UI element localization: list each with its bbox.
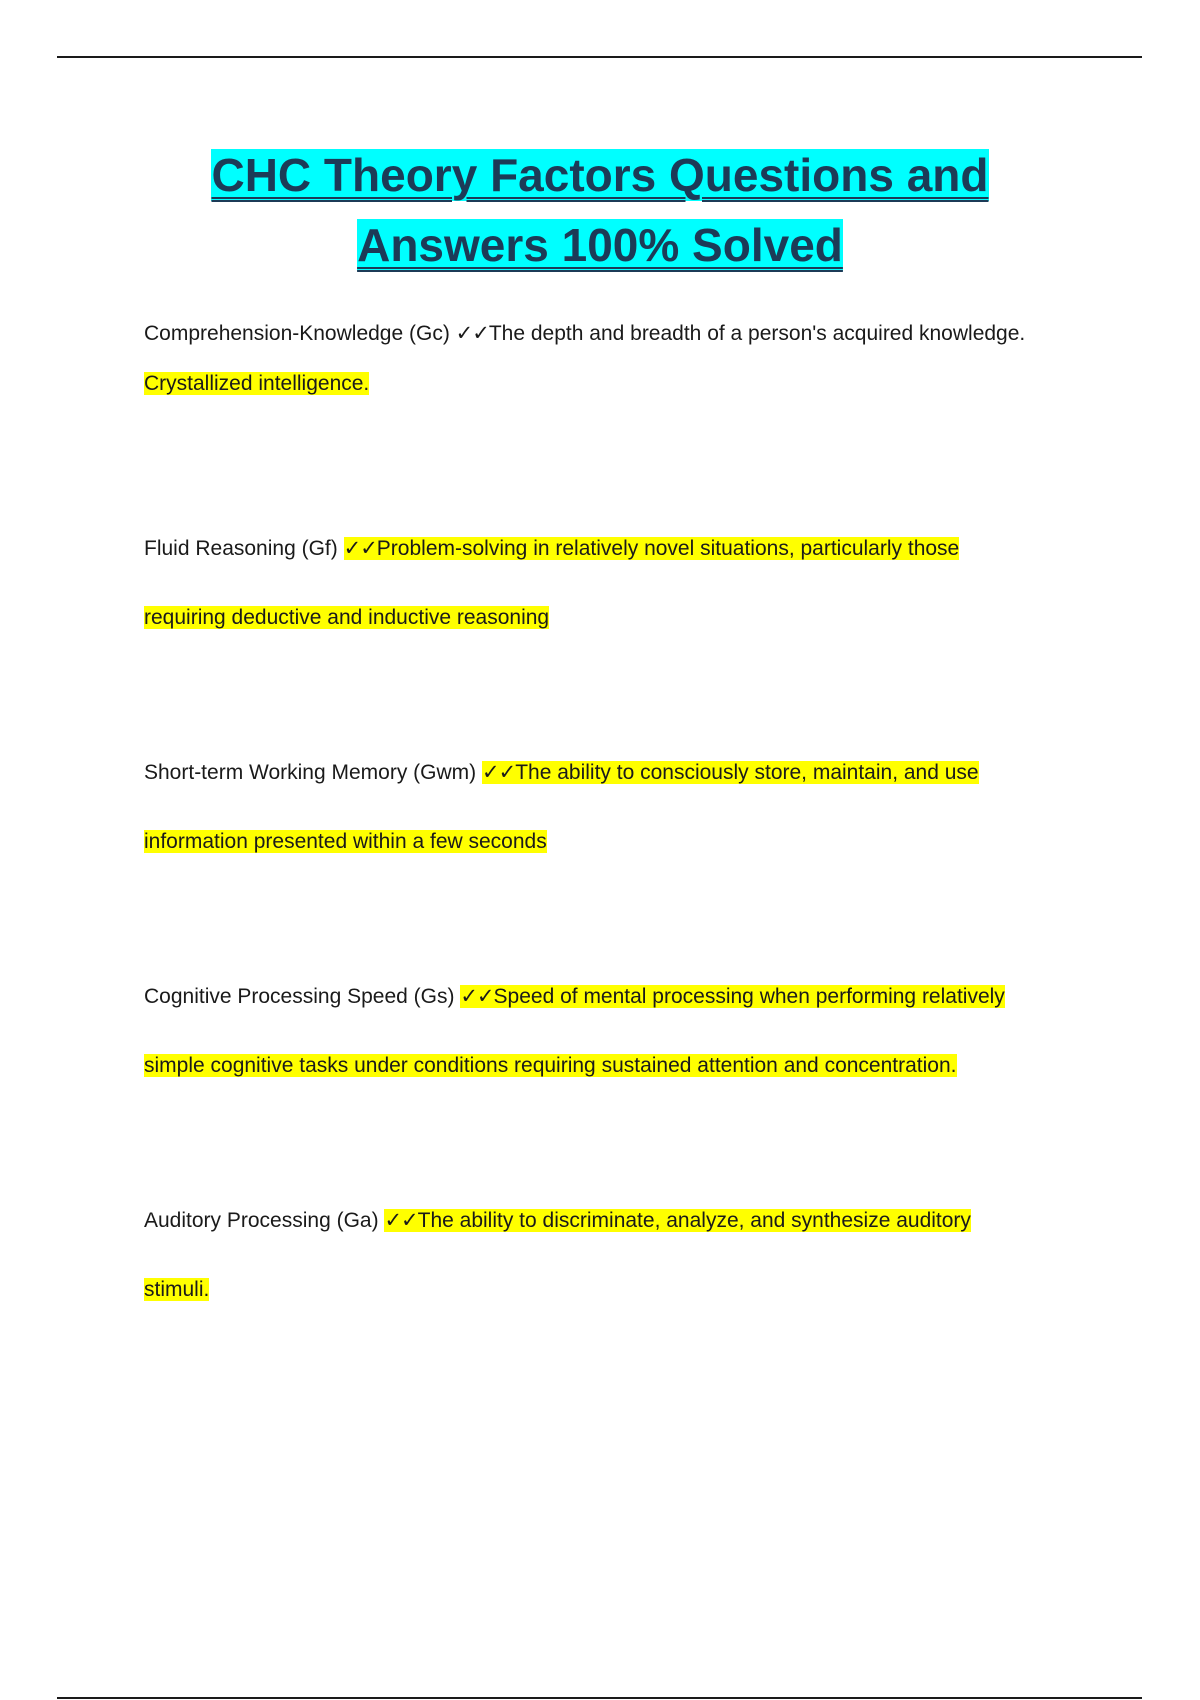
answer-line [144, 807, 1064, 876]
definition-continued: information presented within a few seconds [144, 830, 547, 853]
qa-item-ga [144, 1186, 1064, 1324]
qa-list [144, 318, 1064, 1324]
definition-continued: stimuli. [144, 1278, 210, 1301]
qa-item-gc [144, 318, 1064, 406]
question-text [144, 738, 1064, 807]
answer-line [144, 362, 1064, 406]
double-check-icon: ✓✓ [482, 761, 516, 784]
term-label: Auditory Processing (Ga) [144, 1209, 379, 1232]
qa-item-gf [144, 514, 1064, 652]
definition-continued: requiring deductive and inductive reasoning [144, 606, 550, 629]
qa-item-gwm [144, 738, 1064, 876]
answer-line [144, 1031, 1064, 1100]
question-text [144, 514, 1064, 583]
definition-text: The ability to consciously store, maintain, and use [515, 761, 979, 784]
question-text [144, 1186, 1064, 1255]
answer-line [144, 1255, 1064, 1324]
bottom-rule [57, 1697, 1142, 1699]
title-line-1: CHC Theory Factors Questions and [211, 149, 989, 201]
answer-line [144, 583, 1064, 652]
definition-text: Speed of mental processing when performing relatively [493, 985, 1005, 1008]
question-text [144, 962, 1064, 1031]
term-label: Comprehension-Knowledge (Gc) [144, 322, 450, 345]
answer-note: Crystallized intelligence. [144, 372, 370, 395]
definition-continued: simple cognitive tasks under conditions requiring sustained attention and concentration. [144, 1054, 957, 1077]
term-label: Short-term Working Memory (Gwm) [144, 761, 477, 784]
page-title [0, 140, 1200, 280]
double-check-icon: ✓✓ [343, 537, 377, 560]
definition-text: Problem-solving in relatively novel situations, particularly those [376, 537, 960, 560]
definition-text: The ability to discriminate, analyze, and synthesize auditory [417, 1209, 971, 1232]
question-text [144, 318, 1064, 350]
title-line-2: Answers 100% Solved [357, 219, 843, 271]
qa-item-gs [144, 962, 1064, 1100]
double-check-icon: ✓✓ [460, 985, 494, 1008]
top-rule [57, 56, 1142, 58]
double-check-icon: ✓✓ [455, 322, 489, 345]
term-label: Fluid Reasoning (Gf) [144, 537, 338, 560]
definition-text: The depth and breadth of a person's acquired knowledge. [488, 322, 1026, 345]
term-label: Cognitive Processing Speed (Gs) [144, 985, 455, 1008]
double-check-icon: ✓✓ [384, 1209, 418, 1232]
